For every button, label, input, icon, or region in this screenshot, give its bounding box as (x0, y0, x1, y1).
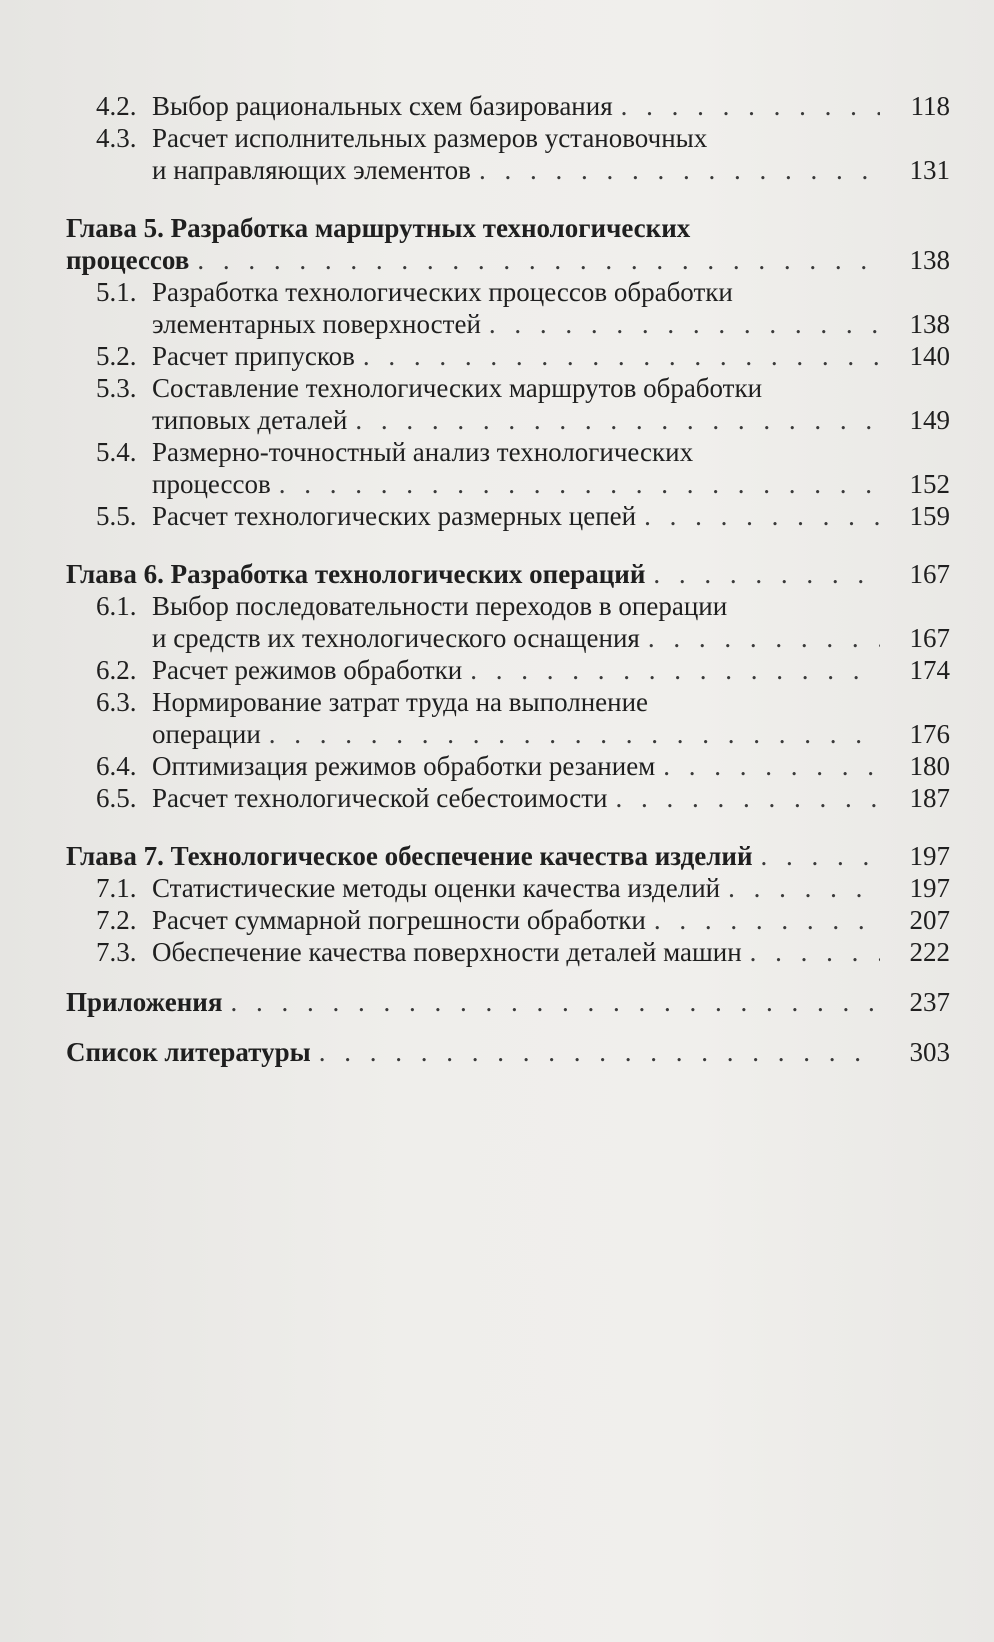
section-number: 7.2. (96, 905, 137, 935)
section-number: 5.2. (96, 341, 137, 371)
page-number: 167 (909, 623, 950, 653)
leader-dots (489, 308, 880, 340)
entry-title: Нормирование затрат труда на выполнение (152, 687, 649, 717)
leader-dots (644, 500, 880, 532)
page-number: 303 (909, 1037, 950, 1067)
toc-entry-6-1 (96, 590, 950, 654)
chapter-title: Глава 6. Разработка технологических операций (66, 559, 646, 589)
section-number: 6.1. (96, 591, 137, 621)
entry-title: Выбор последовательности переходов в операции (152, 591, 728, 621)
leader-dots (750, 936, 880, 968)
entry-title: Расчет технологической себестоимости (152, 783, 608, 813)
leader-dots (615, 782, 880, 814)
entry-title-cont: операции (152, 719, 261, 749)
leader-dots (470, 654, 880, 686)
leader-dots (761, 840, 880, 872)
leader-dots (363, 340, 880, 372)
page-number: 207 (909, 905, 950, 935)
toc-chapter-6 (60, 558, 950, 590)
entry-title-cont: типовых деталей (152, 405, 348, 435)
leader-dots (653, 558, 880, 590)
section-number: 6.2. (96, 655, 137, 685)
toc-references (60, 1036, 950, 1068)
page-number: 138 (909, 245, 950, 275)
page-number: 118 (910, 91, 950, 121)
leader-dots (648, 622, 880, 654)
leader-dots (197, 244, 880, 276)
leader-dots (269, 718, 880, 750)
entry-title: Размерно-точностный анализ технологических (152, 437, 694, 467)
toc-entry-4-3 (96, 122, 950, 186)
entry-title: Обеспечение качества поверхности деталей машин (152, 937, 742, 967)
page-number: 159 (909, 501, 950, 531)
section-number: 6.3. (96, 687, 137, 717)
entry-title-cont: процессов (152, 469, 271, 499)
entry-title: Составление технологических маршрутов обработки (152, 373, 763, 403)
section-number: 7.3. (96, 937, 137, 967)
page-number: 174 (909, 655, 950, 685)
page-number: 140 (909, 341, 950, 371)
entry-title-cont: и средств их технологического оснащения (152, 623, 640, 653)
page-number: 197 (909, 841, 950, 871)
toc-entry-7-3 (96, 936, 950, 968)
section-number: 5.3. (96, 373, 137, 403)
page-number: 152 (909, 469, 950, 499)
page-number: 176 (909, 719, 950, 749)
entry-title: Расчет исполнительных размеров установочных (152, 123, 708, 153)
toc-appendix (60, 986, 950, 1018)
leader-dots (621, 90, 880, 122)
section-number: 7.1. (96, 873, 137, 903)
entry-title: Расчет суммарной погрешности обработки (152, 905, 646, 935)
toc-entry-6-2 (96, 654, 950, 686)
toc-entry-5-1 (96, 276, 950, 340)
table-of-contents (60, 90, 950, 1068)
chapter-title: Список литературы (66, 1037, 311, 1067)
entry-title-cont: элементарных поверхностей (152, 309, 481, 339)
toc-entry-6-5 (96, 782, 950, 814)
entry-title-cont: и направляющих элементов (152, 155, 471, 185)
toc-entry-5-5 (96, 500, 950, 532)
entry-title: Расчет технологических размерных цепей (152, 501, 637, 531)
leader-dots (663, 750, 880, 782)
toc-entry-6-4 (96, 750, 950, 782)
entry-title: Статистические методы оценки качества изделий (152, 873, 721, 903)
section-number: 5.1. (96, 277, 137, 307)
section-number: 5.5. (96, 501, 137, 531)
chapter-title-cont: процессов (66, 245, 190, 275)
page-number: 187 (909, 783, 950, 813)
chapter-title: Глава 5. Разработка маршрутных технологических (66, 213, 691, 243)
leader-dots (654, 904, 880, 936)
toc-entry-7-2 (96, 904, 950, 936)
leader-dots (319, 1036, 880, 1068)
toc-chapter-5 (60, 212, 950, 276)
entry-title: Выбор рациональных схем базирования (152, 91, 613, 121)
toc-entry-4-2 (96, 90, 950, 122)
page-number: 149 (909, 405, 950, 435)
page-number: 131 (909, 155, 950, 185)
section-number: 6.5. (96, 783, 137, 813)
leader-dots (279, 468, 880, 500)
leader-dots (230, 986, 880, 1018)
chapter-title: Приложения (66, 987, 223, 1017)
toc-entry-5-2 (96, 340, 950, 372)
leader-dots (355, 404, 880, 436)
toc-entry-5-3 (96, 372, 950, 436)
section-number: 6.4. (96, 751, 137, 781)
leader-dots (728, 872, 880, 904)
leader-dots (479, 154, 880, 186)
page-number: 138 (909, 309, 950, 339)
section-number: 5.4. (96, 437, 137, 467)
toc-entry-6-3 (96, 686, 950, 750)
page-number: 167 (909, 559, 950, 589)
toc-entry-5-4 (96, 436, 950, 500)
entry-title: Оптимизация режимов обработки резанием (152, 751, 656, 781)
section-number: 4.2. (96, 91, 137, 121)
toc-chapter-7 (60, 840, 950, 872)
page-number: 237 (909, 987, 950, 1017)
entry-title: Разработка технологических процессов обработки (152, 277, 733, 307)
entry-title: Расчет режимов обработки (152, 655, 463, 685)
chapter-title: Глава 7. Технологическое обеспечение качества изделий (66, 841, 753, 871)
page-number: 180 (909, 751, 950, 781)
entry-title: Расчет припусков (152, 341, 355, 371)
toc-entry-7-1 (96, 872, 950, 904)
section-number: 4.3. (96, 123, 137, 153)
page-number: 222 (909, 937, 950, 967)
page-number: 197 (909, 873, 950, 903)
